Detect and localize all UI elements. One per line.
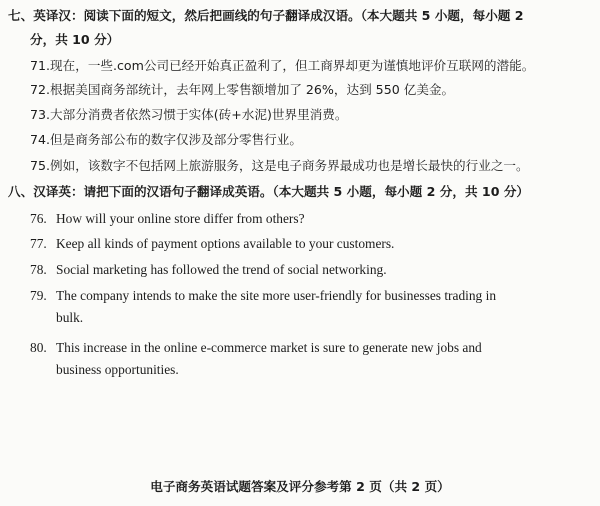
item-80-continuation: business opportunities. xyxy=(56,362,179,377)
item-number: 76. xyxy=(30,211,47,226)
item-text: This increase in the online e-commerce market is sure to generate new jobs and xyxy=(56,340,482,355)
item-79 xyxy=(30,287,496,304)
item-74 xyxy=(30,131,302,148)
page-footer: 电子商务英语试题答案及评分参考第 2 页（共 2 页） xyxy=(150,479,450,494)
item-number: 77. xyxy=(30,236,47,251)
item-number: 74. xyxy=(30,132,51,147)
section7-header-line2: 分，共 10 分） xyxy=(30,32,120,47)
item-text: 例如，该数字不包括网上旅游服务，这是电子商务界最成功也是增长最快的行业之一。 xyxy=(50,158,529,173)
item-number: 73. xyxy=(30,107,51,122)
item-number: 78. xyxy=(30,262,47,277)
item-number: 72. xyxy=(30,82,51,97)
item-text: 大部分消费者依然习惯于实体(砖+水泥)世界里消费。 xyxy=(50,107,348,122)
item-number: 80. xyxy=(30,340,47,355)
item-text: Social marketing has followed the trend of social networking. xyxy=(56,262,387,277)
section8-header: 八、汉译英：请把下面的汉语句子翻译成英语。（本大题共 5 小题，每小题 2 分，共 10 分） xyxy=(8,184,530,199)
item-78 xyxy=(30,261,387,278)
item-text: 但是商务部公布的数字仅涉及部分零售行业。 xyxy=(50,132,302,147)
item-77 xyxy=(30,235,394,252)
item-text: 现在，一些.com公司已经开始真正盈利了，但工商界却更为谨慎地评价互联网的潜能。 xyxy=(50,58,535,73)
item-71 xyxy=(30,57,534,74)
item-number: 79. xyxy=(30,288,47,303)
item-number: 71. xyxy=(30,58,51,73)
item-72 xyxy=(30,81,454,98)
item-text: 根据美国商务部统计，去年网上零售额增加了 26%，达到 550 亿美金。 xyxy=(50,82,455,97)
item-76 xyxy=(30,210,305,227)
item-text: How will your online store differ from others? xyxy=(56,211,305,226)
item-73 xyxy=(30,106,347,123)
item-text: Keep all kinds of payment options available to your customers. xyxy=(56,236,395,251)
item-79-continuation: bulk. xyxy=(56,310,84,325)
section7-header-line1: 七、英译汉：阅读下面的短文，然后把画线的句子翻译成汉语。（本大题共 5 小题，每小题 2 xyxy=(8,8,524,23)
item-text: The company intends to make the site more user-friendly for businesses trading in xyxy=(56,288,497,303)
item-number: 75. xyxy=(30,158,51,173)
item-75 xyxy=(30,157,529,174)
item-80 xyxy=(30,339,482,356)
